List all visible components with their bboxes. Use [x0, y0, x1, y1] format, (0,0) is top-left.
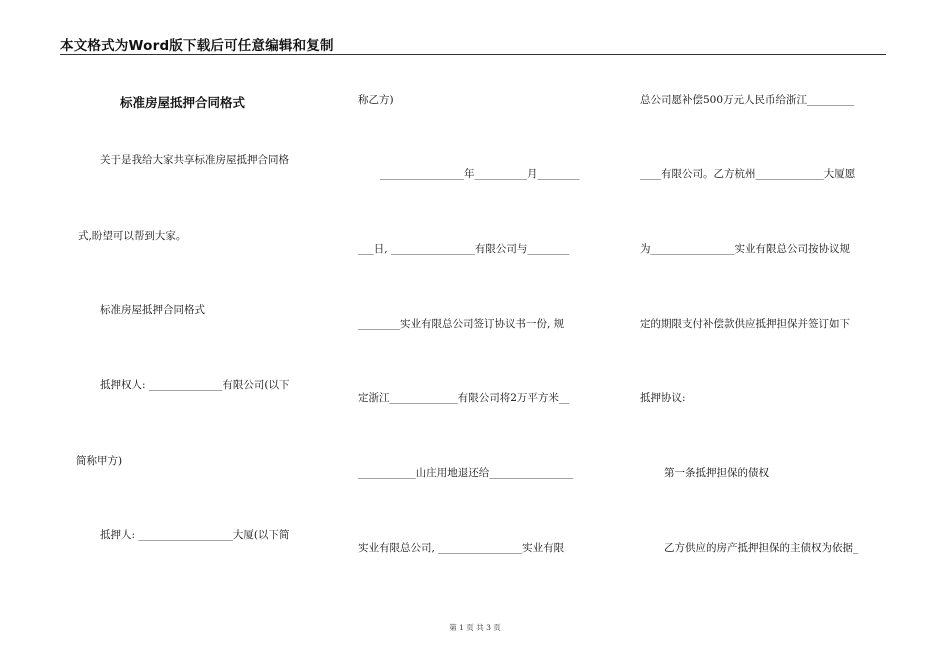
- mortgagee-line: 抵押权人: ______________有限公司(以下: [100, 379, 290, 391]
- paragraph-line: 乙方供应的房产抵押担保的主债权为依据_: [664, 542, 859, 554]
- paragraph-line: 简称甲方): [76, 455, 123, 467]
- paragraph-line: 定浙江_____________有限公司将2万平方米__: [358, 392, 570, 404]
- paragraph-line: 关于是我给大家共享标准房屋抵押合同格: [100, 154, 289, 166]
- header-text: 本文格式为Word版下载后可任意编辑和复制: [60, 38, 334, 54]
- paragraph-line: 为________________实业有限总公司按协议规: [640, 243, 850, 255]
- paragraph-line: 称乙方): [358, 94, 394, 106]
- mortgagor-line: 抵押人: __________________大厦(以下简: [100, 529, 290, 541]
- document-header: [60, 36, 886, 55]
- paragraph-line: ________________年__________月________: [380, 168, 580, 180]
- paragraph-line: ___________山庄用地退还给________________: [358, 467, 574, 479]
- section-heading: 标准房屋抵押合同格式: [100, 304, 205, 316]
- paragraph-line: ___日, ________________有限公司与________: [358, 243, 570, 255]
- paragraph-line: ____有限公司。乙方杭州_____________大厦愿: [640, 168, 856, 180]
- paragraph-line: 式,盼望可以帮到大家。: [78, 230, 187, 242]
- page-number: 第 1 页 共 3 页: [449, 623, 501, 632]
- article-heading: 第一条抵押担保的债权: [664, 467, 769, 479]
- paragraph-line: 实业有限总公司, ________________实业有限: [358, 542, 565, 554]
- paragraph-line: 定的期限支付补偿款供应抵押担保并签订如下: [640, 318, 850, 330]
- paragraph-line: ________实业有限总公司签订协议书一份, 规: [358, 318, 565, 330]
- paragraph-line: 总公司愿补偿500万元人民币给浙江_________: [640, 94, 855, 106]
- document-title: 标准房屋抵押合同格式: [120, 95, 246, 110]
- paragraph-line: 抵押协议:: [640, 392, 686, 404]
